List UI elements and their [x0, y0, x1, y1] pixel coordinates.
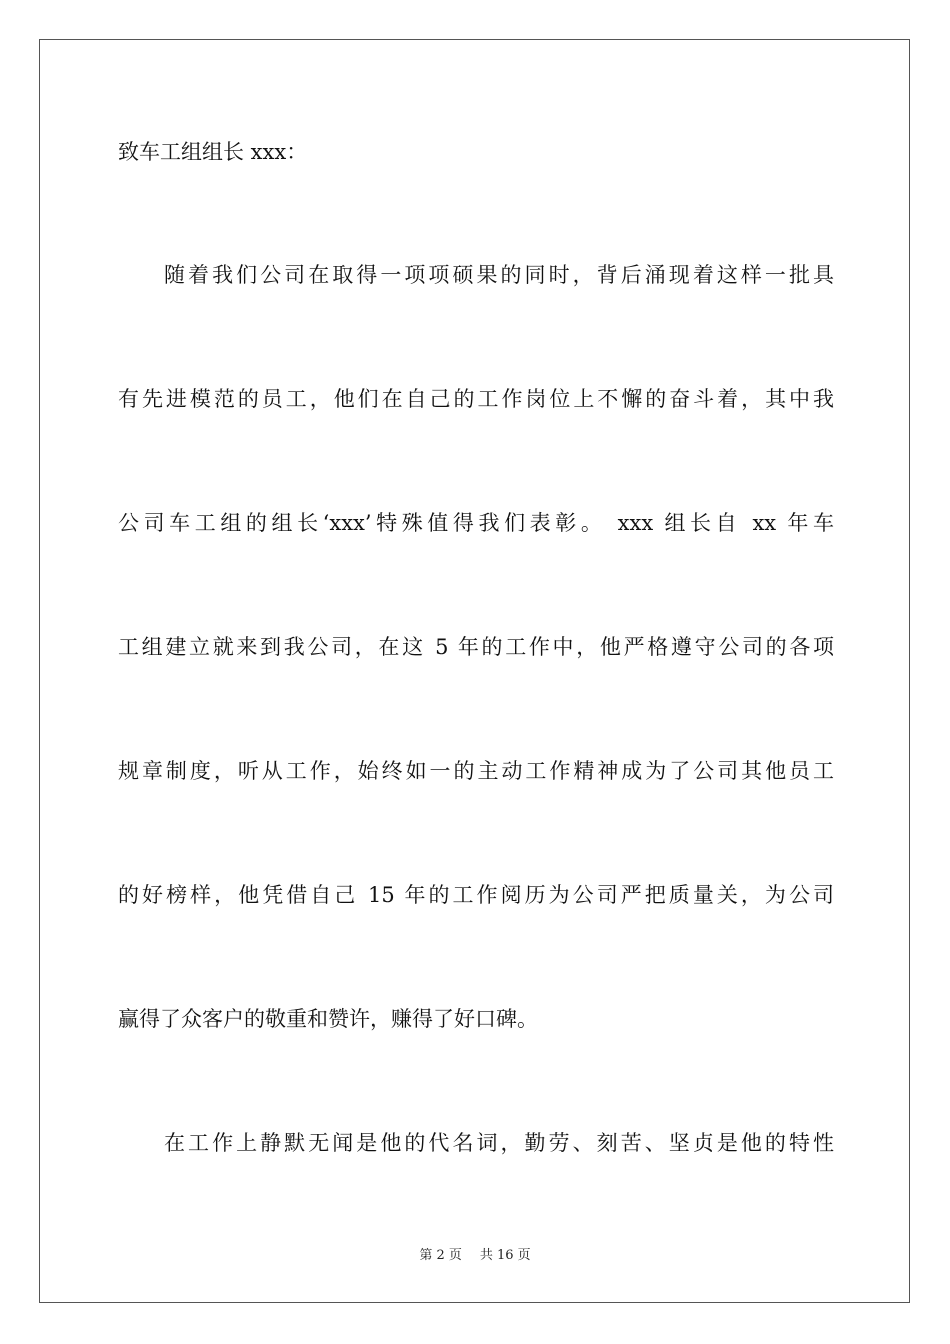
paragraph-line: 赢得了众客户的敬重和赞许，赚得了好口碑。: [118, 1007, 538, 1031]
paragraph-line: 在工作上静默无闻是他的代名词，勤劳、刻苦、坚贞是他的特性: [164, 1131, 834, 1155]
paragraph-line: 随着我们公司在取得一项项硕果的同时，背后涌现着这样一批具: [164, 263, 834, 287]
paragraph-line: 有先进模范的员工，他们在自己的工作岗位上不懈的奋斗着，其中我: [118, 387, 834, 411]
paragraph-line: 规章制度，听从工作，始终如一的主动工作精神成为了公司其他员工: [118, 759, 834, 783]
page-number: 第 2 页: [419, 1248, 462, 1263]
page-total: 共 16 页: [479, 1248, 531, 1263]
page-border: [39, 39, 910, 1303]
paragraph-line: 工组建立就来到我公司，在这 5 年的工作中，他严格遵守公司的各项: [118, 635, 834, 659]
page-footer: [0, 1247, 950, 1265]
paragraph-line: 的好榜样，他凭借自己 15 年的工作阅历为公司严把质量关，为公司: [118, 883, 834, 907]
salutation: 致车工组组长 xxx：: [118, 140, 308, 164]
paragraph-line: 公司车工组的组长‘xxx’特殊值得我们表彰。 xxx 组长自 xx 年车: [118, 511, 834, 535]
